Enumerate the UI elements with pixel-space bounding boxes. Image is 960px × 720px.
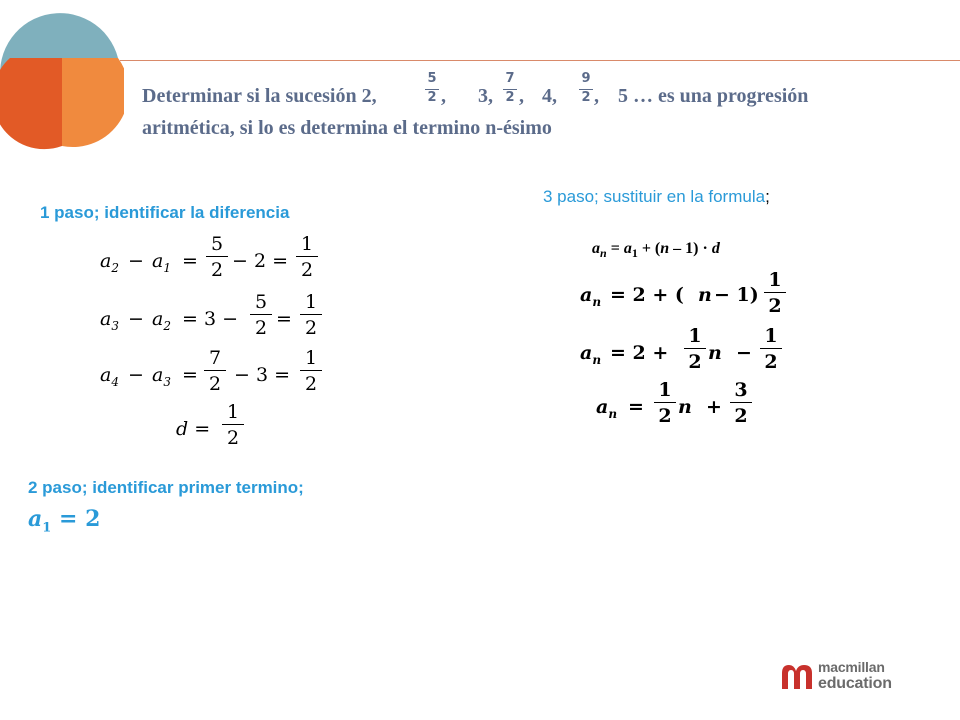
title-fraction-2: 7 2	[503, 72, 517, 104]
title-fraction-3: 9 2	[579, 72, 593, 104]
step3-final-result: $a_n$ = 1 2 n + 3 2	[596, 378, 766, 434]
step2-heading: 2 paso; identificar primer termino;	[28, 478, 304, 497]
macmillan-m-icon	[780, 659, 814, 693]
title-term-4: 4,	[542, 85, 557, 107]
step2-first-term: $a_1 = 2$	[28, 506, 101, 536]
step1-equation-2: $a_3$ − $a_2$ = 3 − 5 2 = 1 2	[100, 290, 330, 346]
step1-equation-1: $a_2$ − $a_1$ = 5 2 − 2 = 1 2	[100, 232, 330, 288]
title-line2: aritmética, si lo es determina el termino n-ésimo	[142, 117, 552, 139]
macmillan-education-logo: macmillan education	[780, 657, 910, 695]
step3-heading: 3 paso; sustituir en la formula;	[543, 187, 770, 206]
title-part1: Determinar si la sucesión 2,	[142, 85, 377, 107]
step1-heading: 1 paso; identificar la diferencia	[40, 203, 290, 222]
step3-substitution-1: $a_n$ = 2 + ( n − 1) 1 2	[580, 268, 800, 324]
title-part2: 5 … es una progresión	[618, 85, 809, 107]
decorative-pie-graphic	[0, 0, 124, 150]
header-rule	[120, 60, 960, 61]
step3-general-formula: $a_n = a_1 + (n - 1) \cdot d$	[592, 240, 720, 261]
step1-difference-result: d = 1 2	[176, 400, 276, 456]
step3-substitution-2: $a_n$ = 2 + 1 2 n − 1 2	[580, 324, 800, 380]
step1-equation-3: $a_4$ − $a_3$ = 7 2 − 3 = 1 2	[100, 346, 330, 402]
title-term-3: 3,	[478, 85, 493, 107]
title-fraction-1: 5 2	[425, 72, 439, 104]
